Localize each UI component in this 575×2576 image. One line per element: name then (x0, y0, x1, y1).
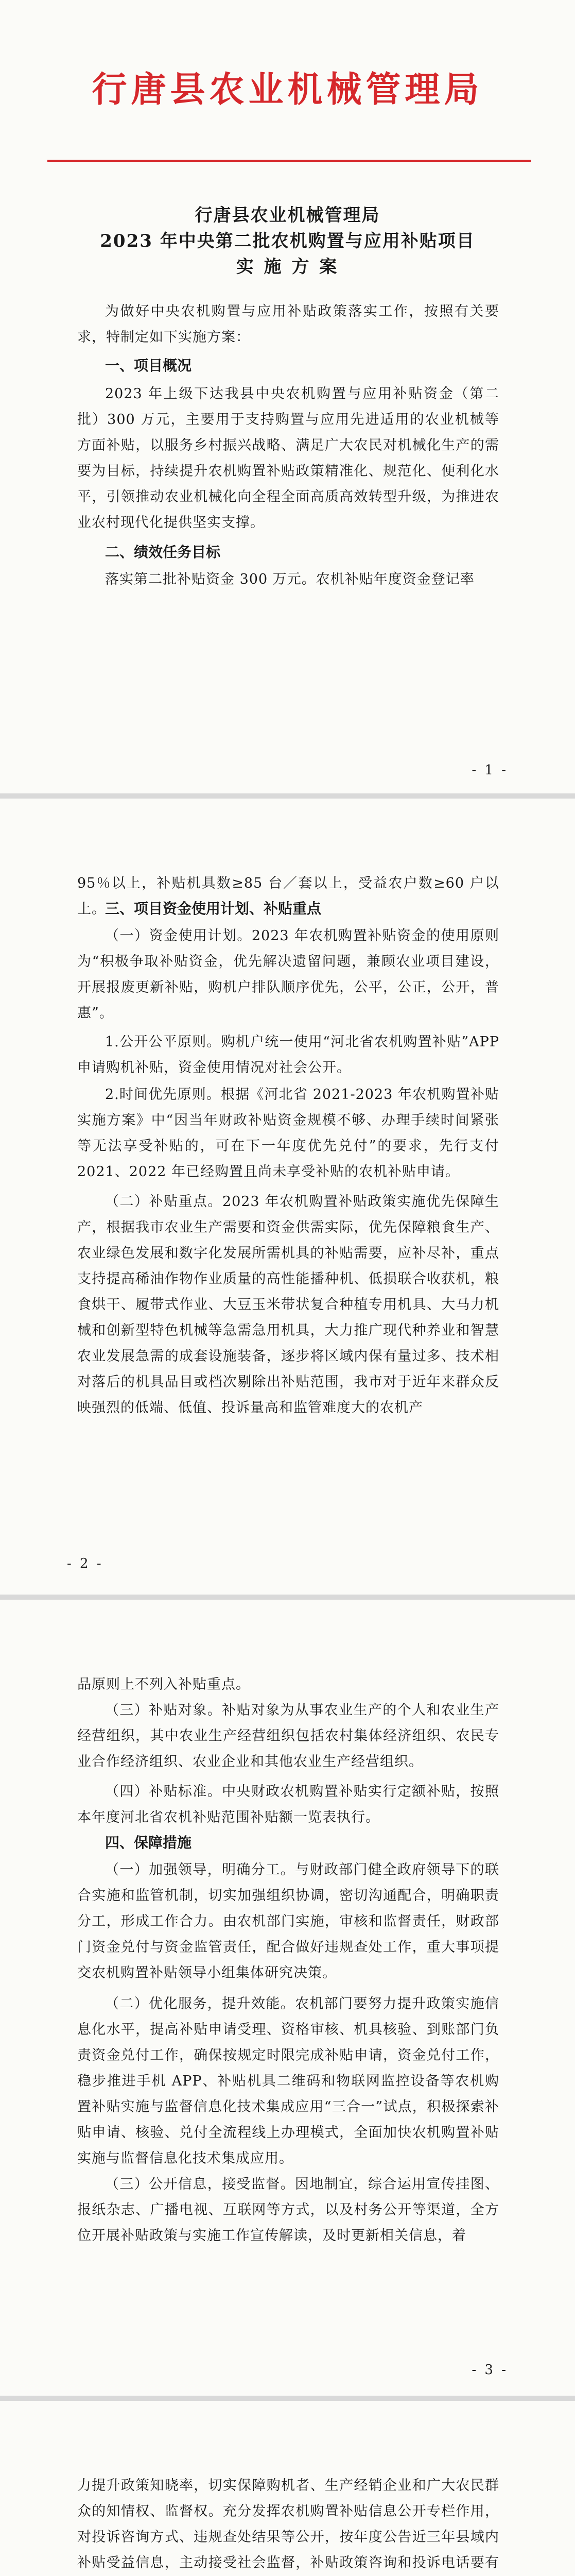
intro-paragraph: 为做好中央农机购置与应用补贴政策落实工作，按照有关要求，特制定如下实施方案： (77, 303, 499, 345)
continued-paragraph: 力提升政策知晓率，切实保障购机者、生产经销企业和广大农民群众的知情权、监督权。充分发挥农机购置补贴信息公开专栏作用，对投诉咨询方式、违规查处结果等公开，按年度公告近三年县域内补贴受益信息，主动接受社会监督，补贴政策咨询和投诉电话要有 (77, 2478, 499, 2571)
section-1-paragraph: 2023 年上级下达我县中央农机购置与应用补贴资金（第二批）300 万元，主要用于支持购置与应用先进适用的农业机械等方面补贴，以服务乡村振兴战略、满足广大农民对机械化生产的需要为目标，持续提升农机购置补贴政策精准化、规范化、便利化水平，引领推动农业机械化向全程全面高质高效转型升级，为推进农业农村现代化提供坚实支撑。 (77, 386, 499, 531)
continued-paragraph: 品原则上不列入补贴重点。 (77, 1676, 250, 1692)
principle-open-paragraph: 1.公开公平原则。购机户统一使用“河北省农机购置补贴”APP 申请购机补贴，资金使用情况对社会公开。 (77, 1034, 499, 1076)
document-page-3 (0, 1600, 575, 2396)
subsidy-standard-paragraph: （四）补贴标准。中央财政农机购置补贴实行定额补贴，按照本年度河北省农机补贴范围补贴额一览表执行。 (77, 1784, 499, 1825)
title-line-1: 行唐县农业机械管理局 (195, 205, 380, 226)
subsidy-target-paragraph: （三）补贴对象。补贴对象为从事农业生产的个人和农业生产经营组织，其中农业生产经营组织包括农村集体经济组织、农民专业合作经济组织、农业企业和其他农业生产经营组织。 (77, 1702, 499, 1770)
section-heading-4: 四、保障措施 (105, 1834, 192, 1851)
document-page-2 (0, 799, 575, 1595)
principle-time-paragraph: 2.时间优先原则。根据《河北省 2021-2023 年农机购置补贴实施方案》中“因当年财政补贴资金规模不够、办理手续时间紧张等无法享受补贴的，可在下一年度优先兑付”的要求，先行支付 2021、2022 年已经购置且尚未享受补贴的农机补贴申请。 (77, 1087, 499, 1180)
letterhead-red-rule (47, 160, 531, 162)
section-heading-1: 一、项目概况 (105, 357, 192, 374)
leadership-paragraph: （一）加强领导，明确分工。与财政部门健全政府领导下的联合实施和监管机制，切实加强组织协调，密切沟通配合，明确职责分工，形成工作合力。由农机部门实施，审核和监督责任，财政部门资金兑付与资金监管责任，配合做好违规查处工作，重大事项提交农机购置补贴领导小组集体研究决策。 (77, 1862, 499, 1981)
letterhead: 行唐县农业机械管理局 (92, 69, 483, 110)
disclosure-paragraph: （三）公开信息，接受监督。因地制宜，综合运用宣传挂图、报纸杂志、广播电视、互联网等方式，以及村务公开等渠道，全方位开展补贴政策与实施工作宣传解读，及时更新相关信息，着 (77, 2176, 499, 2244)
document-page-4 (0, 2401, 575, 2576)
section-2-paragraph: 落实第二批补贴资金 300 万元。农机补贴年度资金登记率 (105, 571, 475, 587)
title-line-2: 2023 年中央第二批农机购置与应用补贴项目 (100, 231, 475, 251)
service-paragraph: （二）优化服务，提升效能。农机部门要努力提升政策实施信息化水平，提高补贴申请受理、资格审核、机具核验、到账部门负责资金兑付工作，确保按规定时限完成补贴申请，资金兑付工作，稳步推进手机 APP、补贴机具二维码和物联网监控设备等农机购置补贴实施与监督信息化技术集成应用“三合一”试点，积极探索补贴申请、核验、兑付全流程线上办理模式，全面加快农机购置补贴实施与监督信息化技术集成应用。 (77, 1996, 499, 2166)
fund-plan-paragraph: （一）资金使用计划。2023 年农机购置补贴资金的使用原则为“积极争取补贴资金，优先解决遗留问题，兼顾农业项目建设，开展报废更新补贴，购机户排队顺序优先，公平，公正，公开，普惠”。 (77, 928, 499, 1021)
page-number-1: - 1 - (472, 762, 508, 778)
document-page-1 (0, 0, 575, 793)
continued-paragraph: 95％以上，补贴机具数≥85 台／套以上，受益农户数≥60 户以上。 (77, 875, 499, 917)
section-heading-3: 三、项目资金使用计划、补贴重点 (105, 900, 322, 917)
page-number-3: - 3 - (472, 2362, 508, 2378)
section-heading-2: 二、绩效任务目标 (105, 544, 221, 561)
subsidy-focus-paragraph: （二）补贴重点。2023 年农机购置补贴政策实施优先保障生产，根据我市农业生产需要和资金供需实际，优先保障粮食生产、农业绿色发展和数字化发展所需机具的补贴需要，应补尽补，重点支持提高稀油作物作业质量的高性能播种机、低损联合收获机，粮食烘干、履带式作业、大豆玉米带状复合种植专用机具、大马力机械和创新型特色机械等急需急用机具，大力推广现代种养业和智慧农业发展急需的成套设施装备，逐步将区域内保有量过多、技术相对落后的机具品目或档次剔除出补贴范围，我市对于近年来群众反映强烈的低端、低值、投诉量高和监管难度大的农机产 (77, 1194, 499, 1416)
page-number-2: - 2 - (67, 1556, 103, 1571)
title-line-3: 实 施 方 案 (236, 257, 339, 277)
